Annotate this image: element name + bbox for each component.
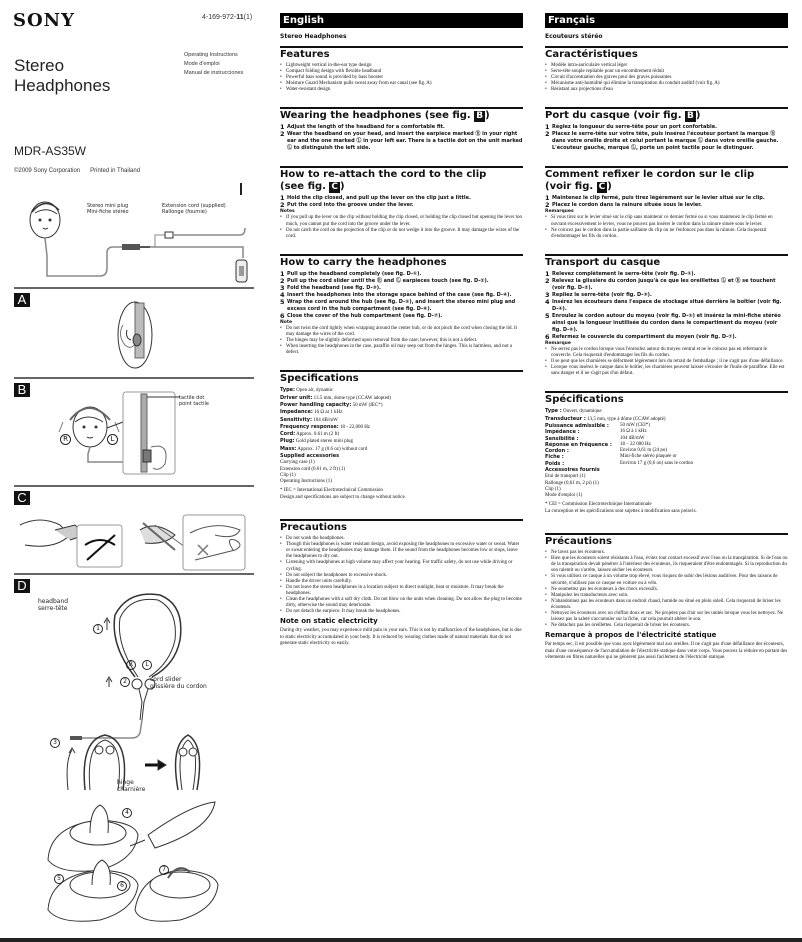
english-subtitle: Stereo Headphones	[280, 33, 347, 40]
reattach-title-fr: Comment refixer le cordon sur le clip (voir fig. C )	[545, 169, 755, 193]
step-item: 4 Insérez les écouteurs dans l'espace de stockage situé derrière le boîtier (voir fig. D-④).	[545, 297, 782, 312]
figure-b-label: B	[14, 383, 30, 397]
spec-row	[280, 402, 523, 409]
product-title-line1: Stereo	[14, 56, 65, 75]
precaution-item: • Si vous utilisez ce casque à un volume trop élevé, vous risquez de subir des lésions auditives. Pour des raisons de sécurité, n'utilisez pas ce casque en voiture ou à vélo.	[545, 574, 788, 586]
step-text: Pull up the cord slider until the Ⓡ and Ⓛ earpieces touch (see fig. D-②).	[287, 277, 489, 284]
precaution-item: • Nettoyez les écouteurs avec un chiffon doux et sec. Ne projetez pas d'air sur les unités lorsque vous les nettoyez. Ne laissez pas la saleté s'accumuler sur la fiche, car cela pourrait altérer le son.	[545, 611, 788, 623]
spec-row	[280, 446, 523, 453]
spec-row	[545, 408, 788, 415]
spec-value: Open air, dynamic	[296, 388, 334, 394]
precaution-item: • Do not leave the stereo headphones in a location subject to direct sunlight, heat or moisture. It may break the headphones.	[280, 585, 523, 597]
accessory-item: Clip (1)	[280, 472, 296, 478]
spec-value: Environ 17 g (0,6 on) sans le cordon	[620, 460, 694, 466]
spec-footnote: * CEI = Commission Electrotechnique Internationale	[545, 502, 652, 508]
precautions-list	[280, 536, 523, 615]
wearing-title-text: Wearing the headphones (see fig.	[280, 110, 475, 122]
spec-disclaimer: La conception et les spécifications sont sujettes à modification sans préavis.	[545, 508, 697, 514]
accessories-heading: Supplied accessories	[280, 452, 340, 459]
step-text: Pull up the headband completely (see fig. D-①).	[287, 270, 422, 277]
note-item: • Ne serrez pas le cordon lorsque vous l'enroulez autour du moyeu central et ne le coincez pas en refermant le couvercle. Cela risquerait d'endommager les fils du cordon.	[545, 347, 788, 359]
notes-heading: Remarques	[545, 209, 574, 215]
fig-b-ref: B	[476, 111, 484, 122]
static-title: Note on static electricity	[280, 617, 378, 626]
spec-key: Sensitivity:	[280, 416, 312, 423]
step-item: 1 Relevez complètement le serre-tête (voir fig. D-①).	[545, 269, 696, 278]
precaution-item: • Ne détachez pas les oreillettes. Cela risquerait de briser les écouteurs.	[545, 623, 788, 629]
carry-steps	[280, 271, 523, 320]
plug-label-en: Stereo mini plug	[87, 203, 129, 209]
language-header-english: English	[280, 13, 523, 28]
step-text: Wrap the cord around the hub (see fig. D-⑤), and insert the stereo mini plug and excess cord in the hub compartment (see fig. D-⑥).	[287, 298, 516, 312]
spec-value: 104 dB/mW	[620, 435, 645, 441]
headband-label	[38, 598, 68, 612]
tactile-dot-label-en: tactile dot	[179, 395, 205, 401]
ext-cord-label-en: Extension cord (supplied)	[162, 203, 226, 209]
spec-key: Type:	[280, 387, 296, 394]
precaution-item: • Do not subject the headphones to excessive shock.	[280, 573, 523, 579]
figure-d-rule	[14, 573, 254, 575]
spec-value: 50 mW (IEC*)	[352, 402, 383, 408]
step-item: 5 Enroulez le cordon autour du moyeu (voir fig. D-⑤) et insérez la mini-fiche stéréo ainsi que la longueur inutilisée du cordon dans le compartiment du moyeu (voir fig. D-⑥).	[545, 311, 781, 333]
notes-heading: Note	[280, 319, 293, 325]
copyright	[14, 168, 140, 174]
specifications-title: Specifications	[280, 373, 359, 385]
note-item: • Ne coincez pas le cordon dans la partie saillante du clip ou ne l'enfoncez pas dans la rainure. Cela risquerait d'endommager les fils du cordon.	[545, 228, 788, 240]
step-item: 2 Placez le cordon dans la rainure située sous le levier.	[545, 201, 702, 210]
precaution-item: • N'abandonnez pas les écouteurs dans un endroit chaud, humide ou situé en plein soleil. Cela risquerait de briser les écouteurs.	[545, 599, 788, 611]
wearing-section	[280, 107, 523, 152]
step-text: Close the cover of the hub compartment (see fig. D-⑦).	[287, 312, 443, 319]
reattach-steps	[280, 195, 523, 209]
carry-section	[280, 254, 523, 356]
right-mark-d-icon: R	[126, 660, 136, 670]
spec-value: 104 dB/mW	[313, 417, 338, 423]
step-text: Adjust the length of the headband for a comfortable fit.	[287, 124, 445, 131]
carry-notes	[280, 326, 523, 356]
reattach-title-line1: How to re-attach the cord to the clip	[280, 169, 487, 181]
spec-disclaimer: Design and specifications are subject to change without notice.	[280, 494, 406, 500]
spec-key: Transducteur :	[545, 415, 586, 422]
precautions-section	[280, 519, 523, 647]
spec-row	[280, 409, 523, 416]
note-item: • Lorsque vous insérez le casque dans le boîtier, les charnières peuvent laisser s'écouler de l'huile de paraffine. Elle est sans danger et il ne s'agit pas d'un défaut.	[545, 365, 788, 377]
figure-a-label: A	[14, 293, 30, 307]
spec-key: Plug:	[280, 438, 295, 445]
reattach-notes-fr	[545, 215, 788, 239]
spec-value: Approx. 0.61 m (2 ft)	[296, 432, 340, 438]
part-number	[202, 14, 252, 21]
precautions-section-fr	[545, 533, 788, 661]
features-list	[280, 63, 523, 93]
step-2-icon: 2	[120, 677, 130, 687]
spec-value: 13,5 mm, type à dôme (CCAW adopté)	[587, 416, 666, 422]
part-number-revision: 11	[236, 14, 244, 21]
manual-lang-es: Manual de instrucciones	[184, 70, 244, 76]
step-item: 2 Put the cord into the groove under the lever.	[280, 201, 414, 210]
tactile-dot-label	[179, 395, 209, 407]
right-mark-icon: R	[60, 434, 71, 445]
figure-d-carry-illustration	[60, 590, 230, 920]
accessory-item: Mode d'emploi (1)	[545, 493, 583, 499]
step-6-icon: 6	[117, 881, 127, 891]
plug-label	[87, 203, 129, 215]
feature-item: • Résistant aux projections d'eau	[545, 87, 788, 93]
precaution-item: • Do not wash the headphones.	[280, 536, 523, 542]
step-item: 1 Maintenez le clip fermé, puis tirez légèrement sur le levier situé sur le clip.	[545, 194, 765, 203]
hinge-label-fr: charnière	[117, 786, 146, 793]
fig-c-ref: C	[331, 182, 339, 193]
step-text: Insert the headphones into the storage space behind of the case (see fig. D-④).	[287, 291, 512, 298]
feature-item: • Lightweight vertical in-the-ear type design	[280, 63, 523, 69]
spec-key: Frequency response:	[280, 423, 339, 430]
step-text: Relevez complètement le serre-tête (voir fig. D-①).	[552, 270, 696, 277]
accessory-item: Etui de transport (1)	[545, 474, 586, 480]
specifications-list-fr	[545, 408, 788, 515]
carry-notes-fr	[545, 347, 788, 377]
precautions-list-fr	[545, 550, 788, 629]
note-item: • Si vous tirez sur le levier situé sur le clip sans maintenir ce dernier fermé ou si vous maintenez le clip fermé en ouvrant excessivement le levier, vous ne pouvez pas insérer le cordon dans la rainure située sous le levier.	[545, 215, 788, 227]
step-text: Réglez la longueur du serre-tête pour un port confortable.	[552, 124, 717, 131]
carry-title: How to carry the headphones	[280, 256, 447, 268]
step-item: 4 Insert the headphones into the storage space behind of the case (see fig. D-④).	[280, 290, 512, 299]
step-text: Hold the clip closed, and pull up the lever on the clip just a little.	[287, 195, 471, 202]
printed-in: Printed in Thailand	[90, 168, 141, 174]
step-item: 6 Refermez le couvercle du compartiment du moyen (voir fig. D-⑦).	[545, 332, 737, 341]
fig-b-ref: B	[686, 111, 694, 122]
figure-a-rule	[14, 287, 254, 289]
spec-row	[280, 424, 523, 431]
cord-slider-label-en: cord slider	[150, 676, 182, 683]
spec-key: Type :	[545, 408, 562, 415]
specifications-section	[280, 370, 523, 501]
feature-item: • Powerful bass sound is provided by bass booster	[280, 75, 523, 81]
product-title-line2: Headphones	[14, 76, 111, 95]
step-text: Put the cord into the groove under the lever.	[287, 202, 414, 209]
precaution-item: • Ne lavez pas les écouteurs.	[545, 550, 788, 556]
static-text: During dry weather, you may experience mild pain in your ears. This is not by malfunction of the headphones, but is due to static electricity accumulated in your body. It is reduced by wearing clothes made of natural materials that do not generate static electricity so easily.	[280, 628, 522, 646]
spec-key: Cordon :	[545, 448, 569, 455]
figure-b-rule	[14, 377, 254, 379]
step-item: 2 Relevez la glissière du cordon jusqu'à ce que les oreillettes Ⓛ et Ⓡ se touchent (voir fig. D-②).	[545, 276, 776, 291]
step-item: 6 Close the cover of the hub compartment (see fig. D-⑦).	[280, 311, 443, 320]
manual-lang-en: Operating Instructions	[184, 52, 238, 58]
spec-row	[280, 395, 523, 402]
figure-c-clip-illustration	[15, 505, 250, 570]
spec-value: 16 Ω at 1 kHz	[314, 410, 343, 416]
cord-slider-label	[150, 676, 207, 690]
copyright-text: ©2009 Sony Corporation	[14, 168, 81, 174]
cut-mark	[240, 183, 242, 195]
spec-value: Mini-fiche stéréo plaquée or	[620, 454, 677, 460]
reattach-title: How to re-attach the cord to the clip (see fig. C )	[280, 169, 487, 193]
fig-c-ref: C	[598, 182, 606, 193]
note-item: • Do not twist the cord tightly when wrapping around the center hub, or do not pinch the cord when closing the lid. It may damage the wires of the cord.	[280, 326, 523, 338]
note-item: • The hinges may be slightly deformed upon removal from the case; however, this is not a defect.	[280, 338, 523, 344]
note-item: • Do not catch the cord on the projection of the clip or do not wedge it into the groove. It may damage the wires of the cord.	[280, 228, 523, 240]
spec-key: Poids :	[545, 460, 565, 467]
accessory-item: Carrying case (1)	[280, 460, 315, 466]
reattach-section-fr	[545, 166, 788, 239]
carry-section-fr	[545, 254, 788, 377]
features-section-fr	[545, 46, 788, 93]
spec-value: 13.5 mm, dome type (CCAW adopted)	[313, 395, 392, 401]
features-section	[280, 46, 523, 93]
feature-item: • Serre-tête souple repliable pour un encombrement réduit	[545, 69, 788, 75]
spec-key: Power handling capacity:	[280, 401, 352, 408]
figure-c-label: C	[14, 491, 30, 505]
note-item: • If you pull up the lever on the clip without holding the clip closed, or holding the clip closed but opening the lever too much, you cannot put the cord into the groove under the lever.	[280, 215, 523, 227]
static-text-fr: Par temps sec, il est possible que vous ayez légèrement mal aux oreilles. Il ne s'agit pas d'une défaillance des écouteurs, mais d'une conséquence de l'accumulation de l'électricité statique dans votre corps. Vous pouvez la réduire en portant des vêtements en fibres naturelles qui ne génèrent pas aussi facilement de l'électricité statique.	[545, 642, 788, 660]
part-number-prefix: 4-169-972-	[202, 14, 237, 21]
english-column	[280, 13, 523, 647]
language-header-french: Français	[545, 13, 788, 28]
step-item: 5 Wrap the cord around the hub (see fig. D-⑤), and insert the stereo mini plug and excess cord in the hub compartment (see fig. D-⑥).	[280, 297, 516, 312]
spec-value: Gold plated stereo mini plug	[295, 439, 353, 445]
spec-value: Environ 0,61 m (24 po)	[620, 448, 668, 454]
precaution-item: • Ne soumettez pas les écouteurs à des chocs excessifs.	[545, 587, 788, 593]
french-column	[545, 13, 788, 661]
french-subtitle: Ecouteurs stéréo	[545, 33, 603, 40]
page-bottom-bar	[0, 938, 802, 942]
step-item: 1 Hold the clip closed, and pull up the lever on the clip just a little.	[280, 194, 471, 203]
precautions-title-fr: Précautions	[545, 536, 612, 548]
step-item: 3 Repliez le serre-tête (voir fig. D-③).	[545, 290, 652, 299]
step-text: Maintenez le clip fermé, puis tirez légèrement sur le levier situé sur le clip.	[552, 195, 765, 202]
note-item: • When inserting the headphones in the case, paraffin oil may seep out from the hinges. This is harmless, and not a defect.	[280, 344, 523, 356]
wearing-title-fr: Port du casque (voir fig. B )	[545, 110, 701, 122]
step-item: 2 Pull up the cord slider until the Ⓡ and Ⓛ earpieces touch (see fig. D-②).	[280, 276, 489, 285]
precautions-title: Precautions	[280, 522, 347, 534]
precaution-item: • Listening with headphones at high volume may affect your hearing. For traffic safety, do not use while driving or cycling.	[280, 560, 523, 572]
precaution-item: • Do not detach the earpiece. It may break the headphones.	[280, 609, 523, 615]
spec-key: Driver unit:	[280, 394, 313, 401]
reattach-notes	[280, 215, 523, 239]
step-item: 1 Adjust the length of the headband for a comfortable fit.	[280, 123, 445, 132]
step-item: 1 Réglez la longueur du serre-tête pour un port confortable.	[545, 123, 717, 132]
tactile-dot-label-fr: point tactile	[179, 401, 209, 407]
accessory-item: Rallonge (0,61 m, 2 pi) (1)	[545, 480, 599, 486]
spec-key: Sensibilité :	[545, 435, 579, 442]
features-title-fr: Caractéristiques	[545, 49, 638, 60]
reattach-title-line2: (see fig.	[280, 181, 330, 193]
left-mark-d-icon: L	[142, 660, 152, 670]
step-4-icon: 4	[122, 808, 132, 818]
step-text: Fold the headband (see fig. D-③).	[287, 284, 381, 291]
step-text: Wear the headband on your head, and insert the earpiece marked Ⓡ in your right ear and the one marked Ⓛ in your left ear. There is a tactile dot on the unit marked Ⓛ to distinguish the left side.	[287, 131, 523, 152]
extension-cord-label	[162, 203, 226, 215]
step-item: 2 Placez le serre-tête sur votre tête, puis insérez l'écouteur portant la marque Ⓡ dans votre oreille droite et celui portant la marque Ⓛ dans votre oreille gauche. L'écouteur gauche, marqué Ⓛ, porte un point tactile pour le distinguer.	[545, 130, 779, 152]
step-item: 3 Fold the headband (see fig. D-③).	[280, 283, 381, 292]
ext-cord-label-fr: Rallonge (fournie)	[162, 209, 207, 215]
wearing-section-fr	[545, 107, 788, 152]
step-text: Repliez le serre-tête (voir fig. D-③).	[552, 291, 652, 298]
step-text: Refermez le couvercle du compartiment du moyen (voir fig. D-⑦).	[552, 333, 737, 340]
left-mark-icon: L	[107, 434, 118, 445]
reattach-steps-fr	[545, 195, 788, 209]
hinge-label-en: hinge	[117, 779, 134, 786]
wearing-steps-fr	[545, 124, 788, 152]
precaution-item: • Though this headphones is water resistant design, avoid exposing the headphones to excessive water or sweat. Water or sweat entering the headphones may damage them. If the sound from the headphones becomes low or stops, leave the headphones to dry out.	[280, 542, 523, 560]
step-item: 2 Wear the headband on your head, and insert the earpiece marked Ⓡ in your right ear and the one marked Ⓛ in your left ear. There is a tactile dot on the unit marked Ⓛ to distinguish the left side.	[280, 130, 523, 152]
wearing-title-text: Port du casque (voir fig.	[545, 110, 685, 122]
spec-key: Impedance:	[280, 409, 313, 416]
step-text: Enroulez le cordon autour du moyeu (voir fig. D-⑤) et insérez la mini-fiche stéréo ainsi que la longueur inutilisée du cordon dans le compartiment du moyeu (voir fig. D-⑥).	[552, 312, 781, 333]
step-1-icon: 1	[93, 624, 103, 634]
spec-row	[280, 387, 523, 394]
accessory-item: Operating Instructions (1)	[280, 479, 332, 485]
spec-key: Puissance admissible :	[545, 422, 609, 429]
notes-heading: Notes	[280, 209, 295, 215]
notes-heading: Remarque	[545, 340, 571, 346]
step-5-icon: 5	[54, 874, 64, 884]
figure-d-label: D	[14, 579, 30, 593]
product-title	[14, 56, 110, 96]
spec-row	[280, 438, 523, 445]
reattach-title-line1: Comment refixer le cordon sur le clip	[545, 169, 755, 181]
spec-key: Réponse en fréquence :	[545, 441, 612, 448]
spec-value: 18 – 22 000 Hz	[620, 441, 651, 447]
accessory-item: Clip (1)	[545, 486, 561, 492]
headband-label-en: headband	[38, 598, 69, 605]
manual-languages	[184, 51, 243, 78]
hinge-label	[117, 779, 145, 793]
step-3-icon: 3	[50, 738, 60, 748]
headband-label-fr: serre-tête	[38, 605, 68, 612]
figure-a-earpiece-illustration	[115, 300, 155, 370]
spec-value: 18 - 22,000 Hz	[340, 424, 371, 430]
specifications-list	[280, 387, 523, 501]
step-text: Placez le serre-tête sur votre tête, puis insérez l'écouteur portant la marque Ⓡ dans votre oreille droite et celui portant la marque Ⓛ dans votre oreille gauche. L'écouteur gauche, marqué Ⓛ, porte un point tactile pour le distinguer.	[552, 131, 779, 152]
specifications-section-fr	[545, 391, 788, 515]
manual-lang-fr: Mode d'emploi	[184, 61, 220, 67]
spec-value: Approx. 17 g (0.6 oz) without cord	[297, 446, 368, 452]
spec-key: Impédance :	[545, 429, 580, 436]
features-title: Features	[280, 49, 330, 60]
spec-row	[280, 431, 523, 438]
spec-key: Mass:	[280, 445, 297, 452]
spec-footnote: * IEC = International Electrotechnical Commission	[280, 488, 383, 494]
wearing-title: Wearing the headphones (see fig. B )	[280, 110, 490, 122]
spec-value: Ouvert, dynamique	[563, 409, 602, 415]
feature-item: • Water-resistant design	[280, 87, 523, 93]
step-text: Relevez la glissière du cordon jusqu'à ce que les oreillettes Ⓛ et Ⓡ se touchent (voir fig. D-②).	[552, 277, 776, 291]
note-item: • Il se peut que les charnières se déforment légèrement lors du retrait de l'emballage ; il ne s'agit pas d'une défaillance.	[545, 359, 788, 365]
feature-item: • Modèle intra-auriculaire vertical léger	[545, 63, 788, 69]
accessories-heading: Accessoires fournis	[545, 466, 600, 473]
step-text: Insérez les écouteurs dans l'espace de stockage situé derrière le boîtier (voir fig. D-④).	[552, 298, 782, 312]
static-title-fr: Remarque à propos de l'électricité statique	[545, 631, 717, 640]
feature-item: • Mécanisme anti-humidité qui élimine la transpiration du conduit auditif (voir fig. A)	[545, 81, 788, 87]
spec-key: Cord:	[280, 431, 296, 438]
reattach-section	[280, 166, 523, 239]
step-item: 1 Pull up the headband completely (see fig. D-①).	[280, 269, 422, 278]
step-text: Placez le cordon dans la rainure située sous le levier.	[552, 202, 702, 209]
accessory-item: Extension cord (0.61 m, 2 ft) (1)	[280, 466, 345, 472]
feature-item: • Moisture Guard Mechanism pulls sweat away from ear canal (see fig. A)	[280, 81, 523, 87]
plug-label-fr: Mini-fiche stéréo	[87, 209, 129, 215]
step-7-icon: 7	[159, 865, 169, 875]
figure-c-rule	[14, 485, 254, 487]
feature-item: • Circuit d'accentuation des graves pour des graves puissantes	[545, 75, 788, 81]
wearing-steps	[280, 124, 523, 152]
precaution-item: • Manipulez les transducteurs avec soin.	[545, 593, 788, 599]
reattach-title-line2: (voir fig.	[545, 181, 597, 193]
spec-value: 50 mW (CEI*)	[620, 422, 650, 428]
spec-key: Fiche :	[545, 454, 564, 461]
spec-row	[280, 417, 523, 424]
cord-slider-label-fr: glissière du cordon	[150, 683, 207, 690]
spec-row	[545, 416, 788, 423]
specifications-title-fr: Spécifications	[545, 394, 624, 406]
spec-value: 16 Ω à 1 kHz	[620, 429, 647, 435]
precaution-item: • Bien que les écouteurs soient résistants à l'eau, évitez tout contact excessif avec l'eau ou la transpiration. Si de l'eau ou de la transpiration devait pénétrer à l'intérieur des écouteurs, ils risqueraient d'être endommagés. Si la reproduction du son ralentit ou s'arrête, laissez sécher les écouteurs.	[545, 556, 788, 574]
sony-logo: SONY	[13, 10, 75, 31]
precaution-item: • Clean the headphones with a soft dry cloth. Do not blow on the units when cleaning. Do not allow the plug to become dirty, otherwise the sound may deteriorate.	[280, 597, 523, 609]
features-list-fr	[545, 63, 788, 93]
precaution-item: • Handle the driver units carefully.	[280, 579, 523, 585]
carry-steps-fr	[545, 271, 788, 341]
model-number: MDR-AS35W	[14, 144, 87, 158]
part-number-suffix: (1)	[243, 14, 253, 21]
feature-item: • Compact folding design with flexible headband	[280, 69, 523, 75]
carry-title-fr: Transport du casque	[545, 256, 661, 268]
